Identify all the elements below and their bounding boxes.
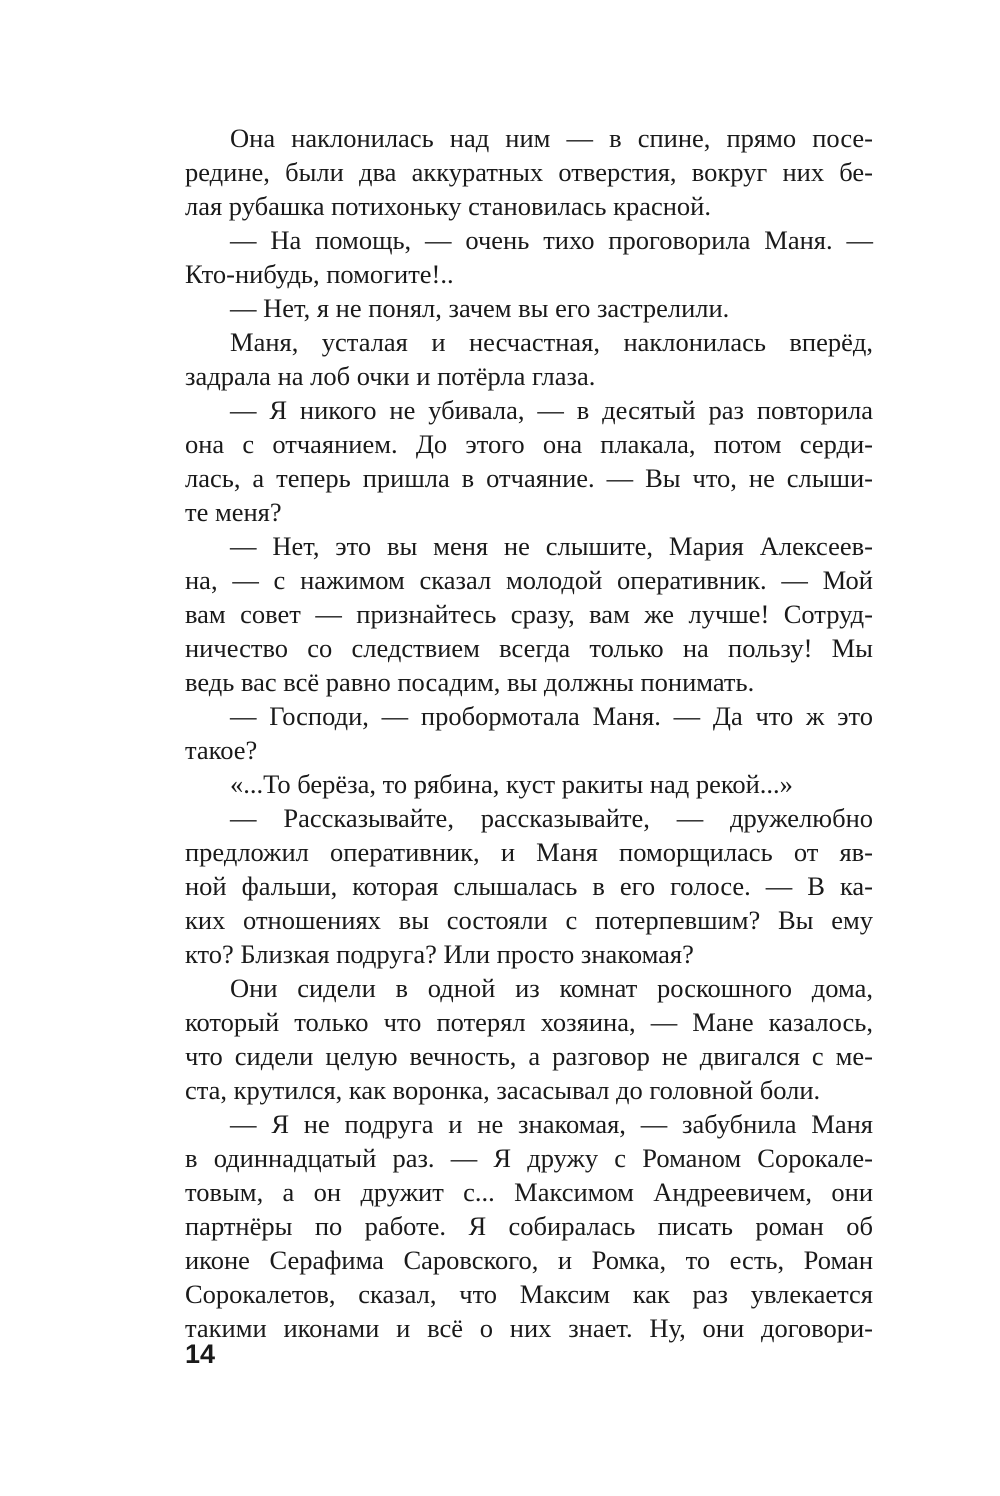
text-line: она с отчаянием. До этого она плакала, потом серди- [185, 429, 873, 459]
text-line: — Я никого не убивала, — в десятый раз повторила [230, 395, 873, 425]
text-line: такое? [185, 735, 258, 765]
text-line: ной фальши, которая слышалась в его голосе. — В ка- [185, 871, 873, 901]
text-line: в одиннадцатый раз. — Я дружу с Романом Сорокале- [185, 1143, 873, 1173]
text-line: — Господи, — пробормотала Маня. — Да что ж это [230, 701, 873, 731]
text-line: те меня? [185, 497, 282, 527]
text-line: ста, крутился, как воронка, засасывал до головной боли. [185, 1075, 821, 1105]
text-line: — Нет, это вы меня не слышите, Мария Алексеев- [230, 531, 873, 561]
text-line: Кто-нибудь, помогите!.. [185, 259, 454, 289]
text-line: — Рассказывайте, рассказывайте, — дружелюбно [230, 803, 873, 833]
text-line: товым, а он дружит с... Максимом Андреевичем, они [185, 1177, 873, 1207]
text-line: вам совет — признайтесь сразу, вам же лучше! Сотруд- [185, 599, 873, 629]
text-line: — Нет, я не понял, зачем вы его застрелили. [230, 293, 730, 323]
text-line: иконе Серафима Саровского, и Ромка, то есть, Роман [185, 1245, 873, 1275]
text-line: кто? Близкая подруга? Или просто знакомая? [185, 939, 694, 969]
text-line: «...То берёза, то рябина, куст ракиты над рекой...» [230, 769, 793, 799]
text-line: Маня, усталая и несчастная, наклонилась вперёд, [230, 327, 873, 357]
text-line: — Я не подруга и не знакомая, — забубнила Маня [230, 1109, 873, 1139]
text-line: лая рубашка потихоньку становилась красной. [185, 191, 711, 221]
text-line: Она наклонилась над ним — в спине, прямо посе- [230, 123, 873, 153]
text-line: ведь вас всё равно посадим, вы должны понимать. [185, 667, 755, 697]
text-line: редине, были два аккуратных отверстия, вокруг них бе- [185, 157, 873, 187]
text-line: предложил оперативник, и Маня поморщилась от яв- [185, 837, 873, 867]
text-line: — На помощь, — очень тихо проговорила Маня. — [230, 225, 873, 255]
text-line: такими иконами и всё о них знает. Ну, они договори- [185, 1313, 873, 1343]
text-line: Сорокалетов, сказал, что Максим как раз увлекается [185, 1279, 873, 1309]
text-line: лась, а теперь пришла в отчаяние. — Вы что, не слыши- [185, 463, 873, 493]
text-line: что сидели целую вечность, а разговор не двигался с ме- [185, 1041, 873, 1071]
text-line: задрала на лоб очки и потёрла глаза. [185, 361, 596, 391]
text-line: который только что потерял хозяина, — Мане казалось, [185, 1007, 873, 1037]
body-text [185, 121, 873, 1345]
page-number: 14 [185, 1339, 216, 1369]
text-line: ничество со следствием всегда только на пользу! Мы [185, 633, 873, 663]
text-line: на, — с нажимом сказал молодой оперативник. — Мой [185, 565, 873, 595]
text-line: партнёры по работе. Я собиралась писать роман об [185, 1211, 873, 1241]
text-line: Они сидели в одной из комнат роскошного дома, [230, 973, 873, 1003]
text-line: ких отношениях вы состояли с потерпевшим? Вы ему [185, 905, 873, 935]
